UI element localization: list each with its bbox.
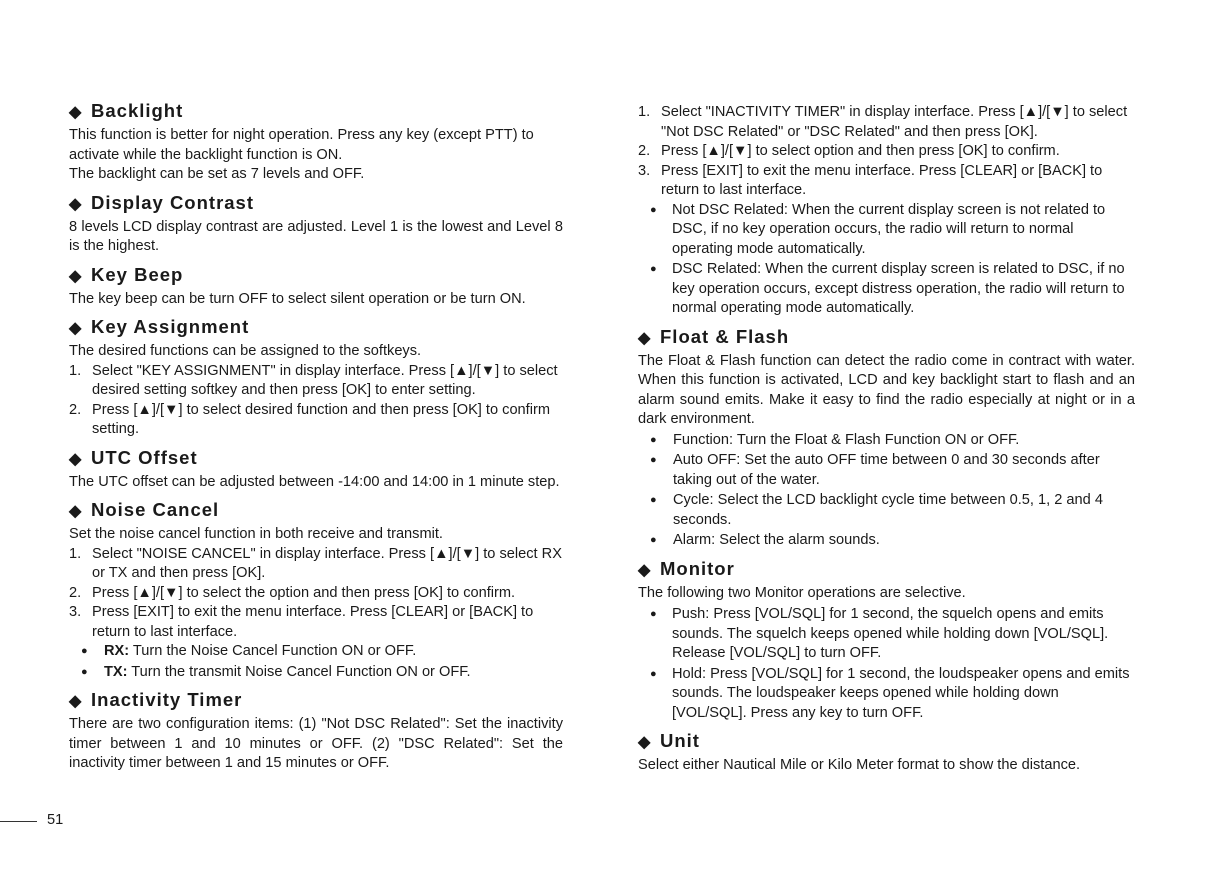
list-item: ● Auto OFF: Set the auto OFF time between 0 and 30 seconds after taking out of the water. — [650, 452, 1100, 488]
paragraph: There are two configuration items: (1) "Not DSC Related": Set the inactivity timer between 1 and 10 minutes or OFF. (2) "DSC Related": Set the inactivity timer between 1 and 15 minutes or OFF. — [69, 716, 563, 771]
bullet-icon: ● — [650, 667, 657, 680]
list-item: ● RX: Turn the Noise Cancel Function ON or OFF. — [69, 642, 563, 662]
section-backlight — [69, 98, 563, 185]
paragraph: The key beep can be turn OFF to select silent operation or be turn ON. — [69, 290, 526, 307]
section-heading: ◆ Display Contrast — [69, 190, 563, 218]
section-heading: ◆ Noise Cancel — [69, 497, 563, 525]
bullet-list — [69, 642, 563, 682]
numbered-list — [638, 103, 1135, 201]
section-heading: ◆ Unit — [638, 728, 1135, 756]
list-item: ● Hold: Press [VOL/SQL] for 1 second, the loudspeaker opens and emits sounds. The loudspeaker keeps opened while holding down [VOL/SQL]. Press any key to turn OFF. — [650, 665, 1130, 721]
diamond-icon: ◆ — [69, 195, 82, 213]
section-heading: ◆ Key Beep — [69, 262, 563, 290]
bullet-list — [638, 431, 1135, 551]
bullet-icon: ● — [650, 263, 657, 275]
bullet-icon: ● — [650, 494, 657, 506]
paragraph: Select either Nautical Mile or Kilo Meter format to show the distance. — [638, 757, 1081, 773]
list-item: ● Push: Press [VOL/SQL] for 1 second, the squelch opens and emits sounds. The squelch keeps opened while holding down [VOL/SQL]. Release [VOL/SQL] to turn OFF. — [650, 606, 1109, 661]
bullet-icon: ● — [81, 645, 88, 657]
left-column — [69, 98, 563, 779]
paragraph: Set the noise cancel function in both receive and transmit. — [69, 526, 443, 542]
list-item: 2. Press [▲]/[▼] to select option and then press [OK] to confirm. — [638, 143, 1060, 159]
paragraph: 8 levels LCD display contrast are adjusted. Level 1 is the lowest and Level 8 is the highest. — [69, 218, 563, 254]
paragraph: The backlight can be set as 7 levels and OFF. — [69, 166, 365, 182]
paragraph: This function is better for night operation. Press any key (except PTT) to activate while the backlight function is ON. — [69, 127, 534, 163]
list-item: 1. Select "INACTIVITY TIMER" in display interface. Press [▲]/[▼] to select "Not DSC Related" or "DSC Related" and then press [OK]. — [638, 104, 1128, 140]
diamond-icon: ◆ — [638, 734, 651, 751]
section-inactivity-timer-cont — [638, 103, 1135, 319]
diamond-icon: ◆ — [69, 450, 82, 468]
section-heading: ◆ Inactivity Timer — [69, 687, 563, 715]
list-item: ● Not DSC Related: When the current display screen is not related to DSC, if no key operation occurs, the radio will return to normal operating mode automatically. — [650, 201, 1106, 257]
bullet-icon: ● — [650, 433, 657, 446]
diamond-icon: ◆ — [638, 329, 651, 347]
section-heading: ◆ Key Assignment — [69, 314, 563, 342]
section-unit — [638, 728, 1135, 776]
diamond-icon: ◆ — [69, 104, 82, 121]
numbered-list — [69, 362, 563, 440]
section-display-contrast — [69, 190, 563, 257]
section-heading: ◆ Monitor — [638, 556, 1135, 584]
list-item: 3. Press [EXIT] to exit the menu interface. Press [CLEAR] or [BACK] to return to last interface. — [638, 162, 1103, 198]
list-item: ● DSC Related: When the current display screen is related to DSC, if no key operation occurs, except distress operation, the radio will return to normal operating mode automatically. — [650, 261, 1125, 316]
section-inactivity-timer — [69, 687, 563, 774]
list-item: 2. Press [▲]/[▼] to select desired function and then press [OK] to confirm setting. — [69, 401, 550, 437]
paragraph: The UTC offset can be adjusted between -14:00 and 14:00 in 1 minute step. — [69, 473, 560, 490]
bullet-icon: ● — [650, 608, 657, 620]
list-item: ● Alarm: Select the alarm sounds. — [638, 531, 1135, 551]
list-item: 1. Select "KEY ASSIGNMENT" in display interface. Press [▲]/[▼] to select desired setting softkey and then press [OK] to enter setting. — [69, 362, 558, 398]
right-column — [638, 103, 1135, 781]
footer-rule — [0, 821, 37, 822]
list-item: 2. Press [▲]/[▼] to select the option and then press [OK] to confirm. — [69, 584, 516, 601]
bullet-icon: ● — [650, 203, 657, 216]
list-item: 3. Press [EXIT] to exit the menu interface. Press [CLEAR] or [BACK] to return to last interface. — [69, 604, 534, 640]
list-item: ● Cycle: Select the LCD backlight cycle time between 0.5, 1, 2 and 4 seconds. — [650, 492, 1103, 528]
paragraph: The Float & Flash function can detect the radio come in contract with water. When this function is activated, LCD and key backlight start to flash and an alarm sound emits. Make it easy to find the radio especially at night or in a dark environment. — [638, 352, 1135, 427]
bullet-icon: ● — [650, 454, 657, 466]
section-noise-cancel — [69, 497, 563, 682]
diamond-icon: ◆ — [69, 267, 82, 285]
section-heading: ◆ Float & Flash — [638, 324, 1135, 352]
section-heading: ◆ UTC Offset — [69, 445, 563, 473]
section-key-assignment — [69, 314, 563, 440]
diamond-icon: ◆ — [69, 320, 82, 337]
section-key-beep — [69, 262, 563, 310]
bullet-list — [638, 201, 1135, 319]
diamond-icon: ◆ — [69, 693, 82, 710]
list-item: 1. Select "NOISE CANCEL" in display interface. Press [▲]/[▼] to select RX or TX and then press [OK]. — [69, 545, 562, 581]
section-heading: ◆ Backlight — [69, 98, 563, 126]
page-number: 51 — [47, 812, 64, 828]
diamond-icon: ◆ — [638, 561, 651, 579]
paragraph: The following two Monitor operations are selective. — [638, 584, 966, 601]
paragraph: The desired functions can be assigned to the softkeys. — [69, 343, 422, 359]
section-utc-offset — [69, 445, 563, 493]
section-monitor — [638, 556, 1135, 724]
list-item: ● Function: Turn the Float & Flash Function ON or OFF. — [638, 431, 1135, 451]
section-float-flash — [638, 324, 1135, 551]
bullet-icon: ● — [650, 534, 657, 546]
bullet-icon: ● — [81, 665, 88, 678]
numbered-list — [69, 545, 563, 643]
diamond-icon: ◆ — [69, 503, 82, 520]
list-item: ● TX: Turn the transmit Noise Cancel Function ON or OFF. — [69, 663, 563, 683]
bullet-list — [638, 605, 1135, 723]
